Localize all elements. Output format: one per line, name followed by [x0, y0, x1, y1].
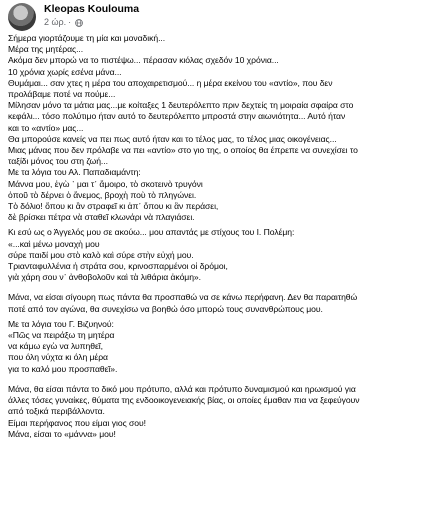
- text-line: δὲ βρίσκει πέτρα νὰ σταθεῖ κλωνάρι νὰ πλαγιάσει.: [8, 212, 195, 223]
- text-line: Μάνα, να είσαι σίγουρη πως πάντα θα προσπαθώ να σε κάνω περήφανη. Δεν θα παραιτηθώ: [8, 292, 358, 303]
- text-line: από τοξικά περιβάλλοντα.: [8, 406, 105, 417]
- post-time[interactable]: 2 ώρ.: [44, 17, 67, 27]
- post-header: [8, 0, 436, 33]
- text-line: Με τα λόγια του Αλ. Παπαδιαμάντη:: [8, 167, 141, 178]
- text-line: Μίλησαν μόνο τα μάτια μας...με κοίταξες 1 δευτερόλεπτο πριν δεχτείς τη μοιραία σφαίρα στο: [8, 100, 354, 111]
- text-line: Ακόμα δεν μπορώ να το πιστέψω... πέρασαν κιόλας σχεδόν 10 χρόνια...: [8, 55, 279, 66]
- text-line: και το «αντίο» μας...: [8, 122, 84, 133]
- text-line: προλάβαμε ποτέ να πούμε...: [8, 89, 116, 100]
- post-paragraph: [8, 227, 436, 283]
- post-paragraph: [8, 33, 436, 223]
- text-line: ποτέ από τον αγώνα, θα συνεχίσω να βοηθώ όσο μπορώ τους συνανθρώπους μου.: [8, 303, 323, 314]
- post-timestamp-row: [44, 16, 139, 29]
- text-line: Θυμάμαι... σαν χτες η μέρα του αποχαιρετισμού... η μέρα εκείνου του «αντίο», που δεν: [8, 77, 333, 88]
- paragraph-gap: [8, 283, 436, 292]
- text-line: για το καλό μου προσπαθεῖ».: [8, 363, 118, 374]
- text-line: Μάνα, θα είσαι πάντα το δικό μου πρότυπο, αλλά και πρότυπο δυναμισμού και ηρωισμού για: [8, 383, 356, 394]
- text-line: Τριανταφυλλένια ἡ στράτα σου, κρινοσπαρμένοι οἱ δρόμοι,: [8, 261, 228, 272]
- text-line: κεφάλι... τόσο πολύτιμο ήταν αυτό το δευτερόλεπτο μπροστά στην αιωνιότητα... Αυτό ήταν: [8, 111, 346, 122]
- post-paragraph: [8, 292, 436, 314]
- text-line: Θα μπορούσε κανείς να πει πως αυτό ήταν και το τέλος μας, το τέλος μιας οικογένειας...: [8, 133, 337, 144]
- text-line: Τὸ δόλιο! ὅπου κι ἂν στραφεῖ κι ἀπ᾿ ὅπου κι ἂν περάσει,: [8, 201, 219, 212]
- text-line: «Πῶς να πειράξω τη μητέρα: [8, 330, 115, 341]
- text-line: Μάνα, είσαι το «μάννα» μου!: [8, 428, 116, 439]
- paragraph-gap: [8, 375, 436, 384]
- avatar[interactable]: [8, 3, 36, 31]
- text-line: σύρε παιδί μου στὸ καλὸ καὶ σύρε στὴν εὐχή μου.: [8, 249, 194, 260]
- text-line: που όλη νύχτα κι όλη μέρα: [8, 352, 108, 363]
- text-line: Μάννα μου, ἐγὼ ᾿ μαι τ᾿ ἄμοιρο, τὸ σκοτεινὸ τρυγόνι: [8, 178, 203, 189]
- text-line: Σήμερα γιορτάζουμε τη μία και μοναδική...: [8, 33, 166, 43]
- text-line: Μέρα της μητέρας...: [8, 44, 84, 55]
- text-line: Κι εσύ ως ο Άγγελός μου σε ακούω... μου απαντάς με στίχους του Ι. Πολέμη:: [8, 227, 295, 238]
- globe-icon[interactable]: [75, 19, 83, 27]
- text-line: να κάμω εγὼ να λυπηθεῖ,: [8, 341, 103, 352]
- text-line: ὁποῦ τὸ δέρνει ὁ ἄνεμος, βροχὴ ποὺ τὸ πληγώνει.: [8, 189, 197, 200]
- text-line: «...καὶ μένω μοναχὴ μου: [8, 238, 100, 249]
- text-line: Με τα λόγια του Γ. Βιζυηνού:: [8, 318, 114, 329]
- post-text: [8, 33, 436, 440]
- text-line: Μιας μάνας που δεν πρόλαβε να πει «αντίο» στο γιο της, ο οποίος θα έπρεπε να συνεχίσει το: [8, 145, 358, 156]
- author-name[interactable]: Kleopas Koulouma: [44, 3, 140, 15]
- meta-separator: ·: [68, 17, 72, 27]
- text-line: ταξίδι μόνος του στη ζωή...: [8, 156, 108, 167]
- text-line: Είμαι περήφανος που είμαι γιος σου!: [8, 417, 146, 428]
- post-meta: [44, 3, 139, 29]
- post-paragraph: [8, 319, 436, 375]
- text-line: άλλες τόσες γυναίκες, θύματα της ενδοοικογενειακής βίας, οι οποίες έμαθαν πια να ξεφεύγουν: [8, 395, 360, 406]
- text-line: γιὰ χάρη σου ν᾿ ἀνθοβολοῦν καὶ τὰ λιθάρια ἀκόμη».: [8, 272, 201, 283]
- post-paragraph: [8, 384, 436, 440]
- text-line: 10 χρόνια χωρίς εσένα μάνα...: [8, 66, 122, 77]
